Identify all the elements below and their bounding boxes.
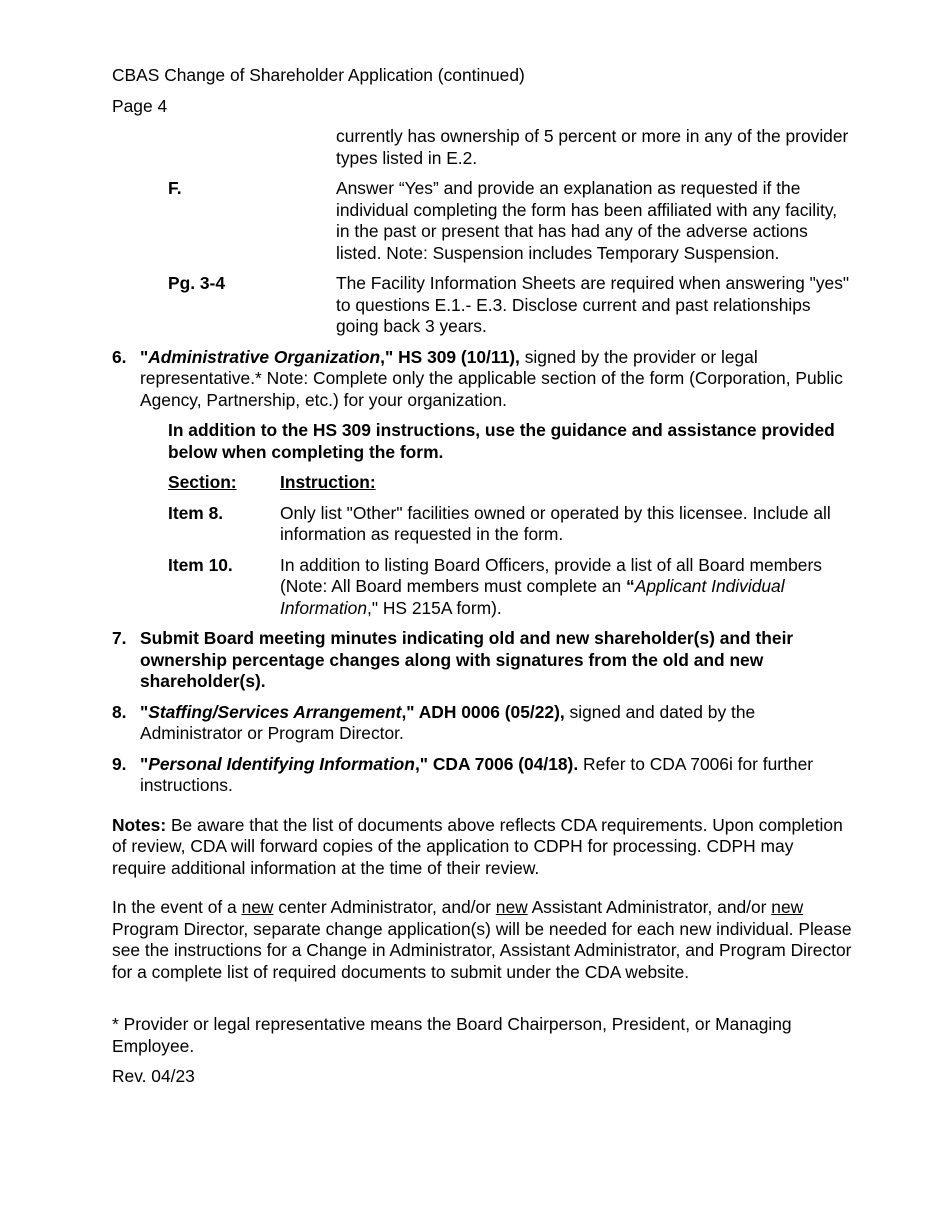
item-6-guidance-block <box>112 420 852 619</box>
item-f-text: Answer “Yes” and provide an explanation as requested if the individual completing the form has been affiliated with any facility, in the past or present that has had any of the adverse actions listed. Note: Suspension includes Temporary Suspension. <box>336 178 838 263</box>
empty-label <box>112 126 336 169</box>
item-6-number: 6. <box>112 346 127 367</box>
instruction-header: Instruction: <box>280 472 376 492</box>
item-8-form-title: Staffing/Services Arrangement <box>148 701 402 722</box>
item-8 <box>112 702 852 745</box>
item-6-text: "Administrative Organization," HS 309 (10/11), signed by the provider or legal representative.* Note: Complete only the applicable section of the form (Corporation, Public Agency, Partnership, etc.) for your organization. <box>140 346 843 410</box>
item-9-form-title: Personal Identifying Information <box>148 753 415 774</box>
item10-text: In addition to listing Board Officers, provide a list of all Board members (Note: All Board members must complete an “Applicant Individual Information," HS 215A form). <box>280 554 822 618</box>
notes-paragraph: Notes: Be aware that the list of documents above reflects CDA requirements. Upon completion of review, CDA will forward copies of the application to CDPH for processing. CDPH may require additional information at the time of their review. <box>112 814 843 878</box>
item8-text: Only list "Other" facilities owned or operated by this licensee. Include all information as requested in the form. <box>280 502 831 544</box>
item-9-form-id: ," CDA 7006 (04/18). <box>414 753 579 774</box>
item-6-guidance: In addition to the HS 309 instructions, use the guidance and assistance provided below when completing the form. <box>168 420 835 462</box>
instruction-row-item8 <box>140 503 852 546</box>
item-7-text: Submit Board meeting minutes indicating old and new shareholder(s) and their ownership percentage changes along with signatures from the old and new shareholder(s). <box>140 628 794 691</box>
item-f-label: F. <box>168 178 182 198</box>
section-header: Section: <box>168 472 237 492</box>
revision-date: Rev. 04/23 <box>112 1066 195 1086</box>
continued-item <box>112 126 852 169</box>
item-f <box>112 178 852 264</box>
item-8-text: "Staffing/Services Arrangement," ADH 0006 (05/22), signed and dated by the Administrator or Program Director. <box>140 701 756 743</box>
event-paragraph: In the event of a new center Administrator, and/or new Assistant Administrator, and/or new Program Director, separate change application(s) will be needed for each new individual. Please see the instructions for a Change in Administrator, Assistant Administrator, and Program Director for a complete list of required documents to submit under the CDA website. <box>112 897 852 982</box>
notes-label: Notes: <box>112 814 167 835</box>
item-pg34-text: The Facility Information Sheets are required when answering "yes" to questions E.1.- E.3. Disclose current and past relationships going back 3 years. <box>336 273 850 336</box>
footnote: * Provider or legal representative means the Board Chairperson, President, or Managing Employee. <box>112 1014 792 1056</box>
continued-text: currently has ownership of 5 percent or more in any of the provider types listed in E.2. <box>336 126 849 168</box>
item-9-text: "Personal Identifying Information," CDA 7006 (04/18). Refer to CDA 7006i for further instructions. <box>140 753 814 795</box>
item8-label: Item 8. <box>168 502 224 523</box>
item-pg34 <box>112 273 852 338</box>
item-6-form-title: Administrative Organization <box>148 346 381 367</box>
item-9 <box>112 754 852 797</box>
item-7 <box>112 628 852 693</box>
item-9-number: 9. <box>112 753 127 774</box>
item-7-number: 7. <box>112 628 127 648</box>
instruction-row-item10 <box>140 555 852 620</box>
document-page <box>112 65 852 1088</box>
item-pg34-label: Pg. 3-4 <box>168 273 226 293</box>
item-6 <box>112 347 852 412</box>
instruction-table-header <box>140 472 852 494</box>
item-8-number: 8. <box>112 701 127 722</box>
item-8-form-id: ," ADH 0006 (05/22), <box>401 701 565 722</box>
item10-label: Item 10. <box>168 554 233 575</box>
item-6-form-id: ," HS 309 (10/11), <box>380 346 520 367</box>
page-number: Page 4 <box>112 95 168 116</box>
document-title: CBAS Change of Shareholder Application (continued) <box>112 65 525 85</box>
